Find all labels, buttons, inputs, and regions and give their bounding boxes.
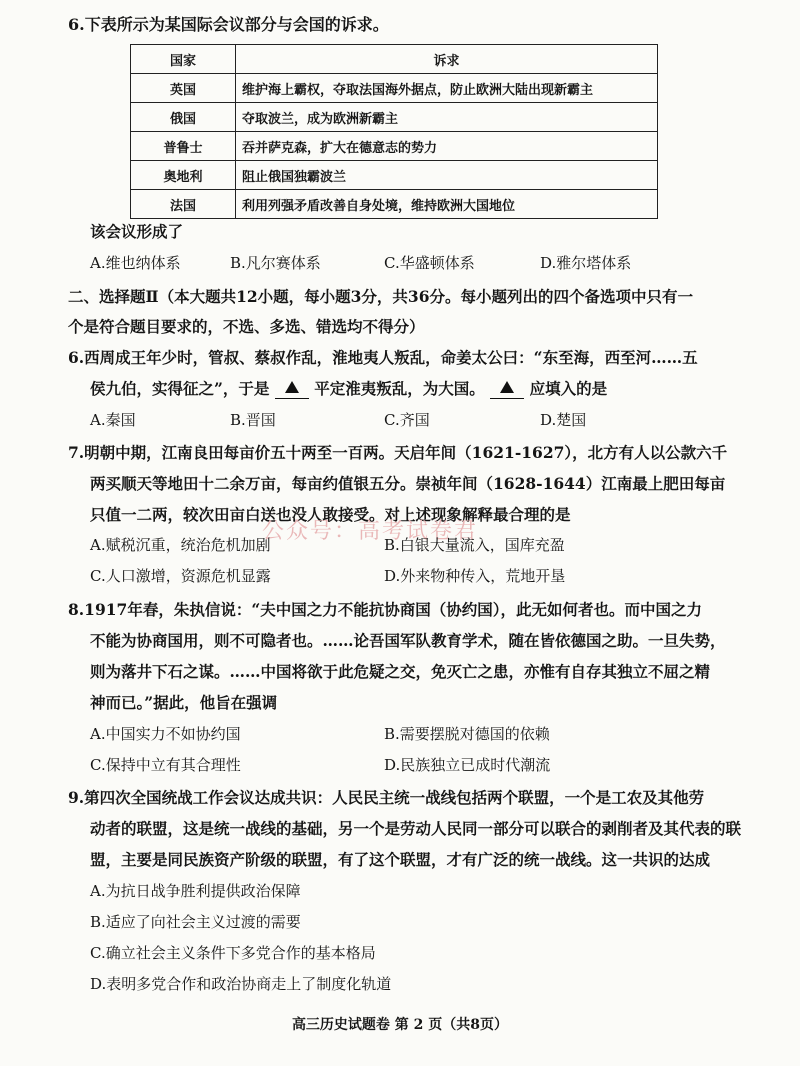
table-cell-country: 普鲁士 (131, 132, 236, 161)
table-cell-claim: 维护海上霸权，夺取法国海外据点，防止欧洲大陆出现新霸主 (236, 74, 658, 103)
table-cell-claim: 阻止俄国独霸波兰 (236, 161, 658, 190)
table-cell-claim: 夺取波兰，成为欧洲新霸主 (236, 103, 658, 132)
option-d: D.楚国 (540, 411, 587, 429)
option-a: A.赋税沉重，统治危机加剧 (90, 536, 271, 554)
question-intro: 6.下表所示为某国际会议部分与会国的诉求。 (68, 15, 389, 34)
table-cell-claim: 利用列强矛盾改善自身处境，维持欧洲大国地位 (236, 190, 658, 219)
table-row (131, 190, 658, 219)
table-row (131, 103, 658, 132)
claims-table (130, 44, 658, 219)
fill-blank (275, 379, 309, 399)
option-a: A.中国实力不如协约国 (90, 725, 241, 743)
question-text: 神而已。”据此，他旨在强调 (90, 693, 278, 712)
table-header-row (131, 45, 658, 74)
triangle-icon (285, 381, 299, 393)
fill-blank (490, 379, 524, 399)
table-row (131, 74, 658, 103)
section-heading: 二、选择题Ⅱ（本大题共12小题，每小题3分，共36分。每小题列出的四个备选项中只有一 (68, 287, 693, 306)
option-b: B.晋国 (230, 411, 276, 429)
question-text: 8.1917年春，朱执信说：“夫中国之力不能抗协商国（协约国），此无如何者也。而中国之力 (68, 600, 702, 619)
page-footer: 高三历史试题卷 第 2 页（共8页） (291, 1017, 509, 1033)
option-d: D.雅尔塔体系 (540, 254, 632, 272)
option-c: C.确立社会主义条件下多党合作的基本格局 (90, 944, 376, 962)
option-b: B.白银大量流入，国库充盈 (384, 536, 565, 554)
table-cell-claim: 吞并萨克森，扩大在德意志的势力 (236, 132, 658, 161)
table-row (131, 161, 658, 190)
question-text: 盟，主要是同民族资产阶级的联盟，有了这个联盟，才有广泛的统一战线。这一共识的达成 (90, 850, 711, 869)
option-b: B.需要摆脱对德国的依赖 (384, 725, 550, 743)
option-a: A.维也纳体系 (90, 254, 181, 272)
option-c: C.人口激增，资源危机显露 (90, 567, 271, 585)
question-text-part: 平定淮夷叛乱，为大国。 (314, 379, 485, 398)
table-header-claim: 诉求 (236, 45, 658, 74)
option-d: D.表明多党合作和政治协商走上了制度化轨道 (90, 975, 392, 993)
question-text-part: 应填入的是 (529, 379, 608, 398)
option-d: D.外来物种传入，荒地开垦 (384, 567, 566, 585)
option-a: A.秦国 (90, 411, 136, 429)
question-text: 7.明朝中期，江南良田每亩价五十两至一百两。天启年间（1621-1627），北方有人以公款六千 (68, 443, 728, 462)
watermark: 公众号：高考试卷君 (262, 519, 479, 544)
triangle-icon (500, 381, 514, 393)
table-cell-country: 英国 (131, 74, 236, 103)
question-text: 6.西周成王年少时，管叔、蔡叔作乱，淮地夷人叛乱，命姜太公曰：“东至海，西至河……五 (68, 348, 698, 367)
option-c: C.保持中立有其合理性 (90, 756, 241, 774)
question-text: 9.第四次全国统战工作会议达成共识：人民民主统一战线包括两个联盟，一个是工农及其他劳 (68, 788, 705, 807)
question-text: 不能为协商国用，则不可隐者也。……论吾国军队教育学术，随在皆依德国之助。一旦失势， (90, 631, 726, 650)
option-b: B.凡尔赛体系 (230, 254, 321, 272)
table-cell-country: 奥地利 (131, 161, 236, 190)
question-text: 则为落井下石之谋。……中国将欲于此危疑之交，免灭亡之患，亦惟有自存其独立不屈之精 (90, 662, 711, 681)
table-cell-country: 俄国 (131, 103, 236, 132)
table-row (131, 132, 658, 161)
question-text: 动者的联盟，这是统一战线的基础，另一个是劳动人民同一部分可以联合的剥削者及其代表的联 (90, 819, 742, 838)
option-b: B.适应了向社会主义过渡的需要 (90, 913, 301, 931)
question-text: 两买顺天等地田十二余万亩，每亩约值银五分。崇祯年间（1628-1644）江南最上肥田每亩 (90, 474, 726, 493)
table-cell-country: 法国 (131, 190, 236, 219)
question-text (90, 377, 607, 399)
section-heading-cont: 个是符合题目要求的，不选、多选、错选均不得分） (68, 317, 425, 336)
question-text: 只值一二两，较次田亩白送也没人敢接受。对上述现象解释最合理的是 (90, 505, 571, 524)
option-d: D.民族独立已成时代潮流 (384, 756, 551, 774)
table-header-country: 国家 (131, 45, 236, 74)
option-c: C.华盛顿体系 (384, 254, 475, 272)
option-c: C.齐国 (384, 411, 430, 429)
option-a: A.为抗日战争胜利提供政治保障 (90, 882, 301, 900)
question-stem: 该会议形成了 (90, 222, 184, 241)
question-text-part: 侯九伯，实得征之”，于是 (90, 379, 270, 398)
